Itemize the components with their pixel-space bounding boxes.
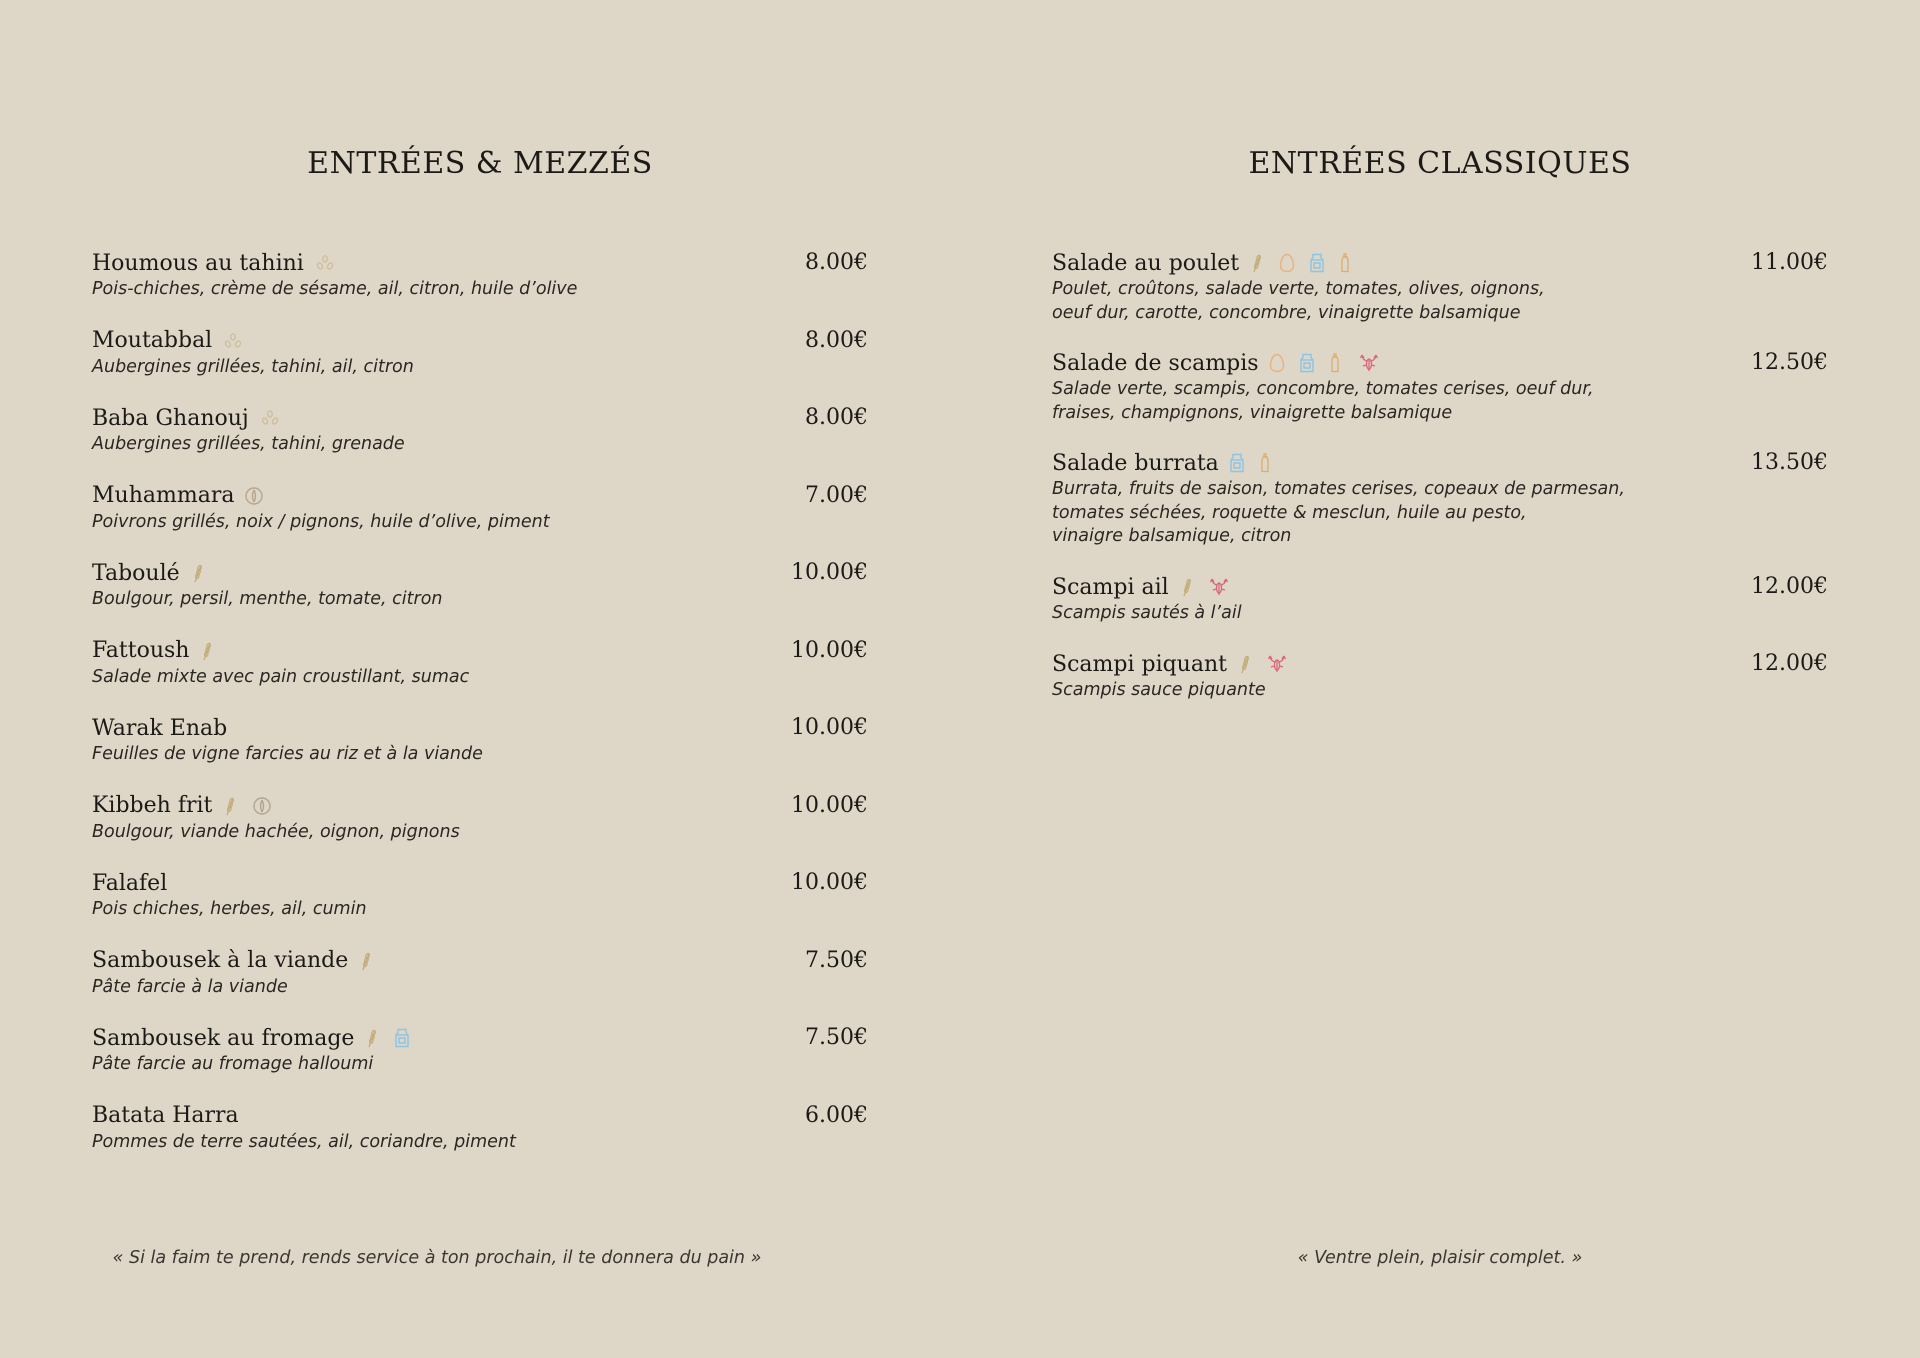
menu-item-description: vinaigre balsamique, citron xyxy=(1052,526,1292,546)
menu-item-name: Falafel xyxy=(92,870,168,896)
menu-item-description: Salade mixte avec pain croustillant, sumac xyxy=(92,666,470,687)
menu-item xyxy=(1052,248,1828,348)
sesame-icon xyxy=(259,408,275,428)
menu-item-name: Muhammara xyxy=(92,483,235,508)
milk-icon xyxy=(1299,353,1315,373)
menu-list-entrees-mezzes xyxy=(92,248,868,1178)
menu-list-entrees-classiques xyxy=(1052,248,1828,726)
menu-item-price: 8.00€ xyxy=(805,405,868,430)
menu-item-price: 10.00€ xyxy=(791,870,868,895)
menu-item-price: 10.00€ xyxy=(791,560,868,585)
menu-item-name: Salade au poulet xyxy=(1052,250,1240,276)
menu-item-header xyxy=(1052,448,1828,478)
menu-item-description: Aubergines grillées, tahini, ail, citron xyxy=(92,356,414,377)
gluten-icon xyxy=(1237,654,1253,674)
menu-item-name: Houmous au tahini xyxy=(92,250,304,276)
menu-item-description: Feuilles de vigne farcies au riz et à la viande xyxy=(92,744,483,764)
menu-item-header xyxy=(1052,248,1828,278)
nut-icon xyxy=(252,796,268,816)
menu-item-description: Burrata, fruits de saison, tomates cerises, copeaux de parmesan, xyxy=(1052,479,1625,499)
mustard-icon xyxy=(1329,353,1345,373)
gluten-icon xyxy=(199,641,215,661)
menu-item-price: 8.00€ xyxy=(805,250,868,275)
shellfish-icon xyxy=(1267,654,1283,674)
menu-item-price: 7.00€ xyxy=(805,482,868,508)
menu-item-price: 7.50€ xyxy=(805,1025,868,1050)
allergen-icons xyxy=(1269,353,1375,373)
menu-item-price: 12.00€ xyxy=(1751,651,1828,676)
allergen-icons xyxy=(1249,253,1355,273)
menu-item-header xyxy=(92,403,868,433)
menu-item xyxy=(92,326,868,404)
nut-icon xyxy=(244,486,260,506)
allergen-icons xyxy=(259,408,275,428)
shellfish-icon xyxy=(1359,353,1375,373)
menu-item-description: Poulet, croûtons, salade verte, tomates, olives, oignons, xyxy=(1052,279,1545,299)
sesame-icon xyxy=(222,331,238,351)
menu-item-name: Batata Harra xyxy=(92,1103,239,1128)
menu-item-name: Moutabbal xyxy=(92,328,213,353)
menu-item xyxy=(92,791,868,869)
footer-quote-left: « Si la faim te prend, rends service à ton prochain, il te donnera du pain » xyxy=(112,1248,762,1268)
allergen-icons xyxy=(199,641,215,661)
allergen-icons xyxy=(314,253,330,273)
menu-item-header xyxy=(92,248,868,278)
menu-item-header xyxy=(92,946,868,976)
menu-item-header xyxy=(1052,649,1828,679)
menu-item-name: Sambousek au fromage xyxy=(92,1025,355,1051)
allergen-icons xyxy=(222,796,268,816)
menu-item xyxy=(92,558,868,636)
allergen-icons xyxy=(1179,577,1225,597)
menu-item-price: 10.00€ xyxy=(791,715,868,740)
milk-icon xyxy=(1309,253,1325,273)
allergen-icons xyxy=(364,1028,410,1048)
left-column xyxy=(92,0,868,1358)
sesame-icon xyxy=(314,253,330,273)
menu-item-name: Sambousek à la viande xyxy=(92,948,349,973)
menu-item-description: Pommes de terre sautées, ail, coriandre, piment xyxy=(92,1131,516,1152)
menu-item-name: Salade de scampis xyxy=(1052,350,1259,376)
menu-item xyxy=(1052,348,1828,448)
menu-item-header xyxy=(92,558,868,588)
menu-item-name: Taboulé xyxy=(92,560,180,586)
menu-item-name: Fattoush xyxy=(92,638,190,663)
allergen-icons xyxy=(222,331,238,351)
allergen-icons xyxy=(1237,654,1283,674)
shellfish-icon xyxy=(1209,577,1225,597)
gluten-icon xyxy=(222,796,238,816)
menu-item-header xyxy=(1052,572,1828,602)
menu-item-price: 8.00€ xyxy=(805,327,868,353)
menu-item-description: Aubergines grillées, tahini, grenade xyxy=(92,434,405,454)
menu-item-price: 7.50€ xyxy=(805,947,868,973)
menu-item xyxy=(1052,448,1828,572)
mustard-icon xyxy=(1259,453,1275,473)
menu-item xyxy=(92,248,868,326)
menu-item-description: Scampis sautés à l’ail xyxy=(1052,603,1242,623)
gluten-icon xyxy=(364,1028,380,1048)
menu-item-price: 12.50€ xyxy=(1751,350,1828,375)
mustard-icon xyxy=(1339,253,1355,273)
menu-item-price: 6.00€ xyxy=(805,1102,868,1128)
menu-item-description: Pâte farcie au fromage halloumi xyxy=(92,1054,374,1074)
menu-item-header xyxy=(92,1023,868,1053)
gluten-icon xyxy=(358,951,374,971)
menu-item xyxy=(92,403,868,481)
menu-item-description: oeuf dur, carotte, concombre, vinaigrette balsamique xyxy=(1052,302,1521,323)
menu-item-description: Boulgour, viande hachée, oignon, pignons xyxy=(92,821,460,842)
menu-item xyxy=(92,1101,868,1179)
menu-item xyxy=(92,636,868,714)
menu-item xyxy=(1052,649,1828,726)
menu-item-header xyxy=(92,636,868,666)
menu-item-header xyxy=(92,481,868,511)
menu-item-price: 10.00€ xyxy=(791,637,868,663)
menu-item xyxy=(92,713,868,791)
menu-item-header xyxy=(92,868,868,898)
milk-icon xyxy=(394,1028,410,1048)
footer-quote-right: « Ventre plein, plaisir complet. » xyxy=(1297,1248,1583,1268)
menu-item xyxy=(92,946,868,1024)
menu-item-header xyxy=(92,326,868,356)
egg-icon xyxy=(1269,353,1285,373)
menu-item-name: Warak Enab xyxy=(92,715,228,741)
allergen-icons xyxy=(190,563,206,583)
allergen-icons xyxy=(358,951,374,971)
menu-item xyxy=(1052,572,1828,649)
gluten-icon xyxy=(1249,253,1265,273)
menu-item-description: Boulgour, persil, menthe, tomate, citron xyxy=(92,589,443,609)
menu-item-name: Salade burrata xyxy=(1052,450,1219,476)
egg-icon xyxy=(1279,253,1295,273)
menu-item xyxy=(92,481,868,559)
menu-item-header xyxy=(92,713,868,743)
gluten-icon xyxy=(190,563,206,583)
menu-item xyxy=(92,1023,868,1101)
menu-item-header xyxy=(92,1101,868,1131)
menu-item-name: Kibbeh frit xyxy=(92,793,213,818)
right-column xyxy=(1052,0,1828,1358)
menu-item xyxy=(92,868,868,946)
section-title-entrees-classiques: ENTRÉES CLASSIQUES xyxy=(1248,146,1632,181)
allergen-icons xyxy=(244,486,260,506)
menu-item-description: tomates séchées, roquette & mesclun, huile au pesto, xyxy=(1052,502,1527,523)
menu-item-description: Poivrons grillés, noix / pignons, huile d’olive, piment xyxy=(92,511,550,532)
menu-item-description: Salade verte, scampis, concombre, tomates cerises, oeuf dur, xyxy=(1052,379,1594,399)
menu-item-header xyxy=(1052,348,1828,378)
menu-item-description: Pois chiches, herbes, ail, cumin xyxy=(92,899,367,919)
menu-item-description: Scampis sauce piquante xyxy=(1052,680,1266,700)
milk-icon xyxy=(1229,453,1245,473)
menu-item-name: Baba Ghanouj xyxy=(92,405,249,431)
menu-item-description: Pâte farcie à la viande xyxy=(92,976,288,997)
menu-item-description: fraises, champignons, vinaigrette balsamique xyxy=(1052,402,1453,423)
menu-item-name: Scampi piquant xyxy=(1052,651,1227,677)
gluten-icon xyxy=(1179,577,1195,597)
menu-item-price: 10.00€ xyxy=(791,792,868,818)
menu-item-name: Scampi ail xyxy=(1052,574,1169,600)
section-title-entrees-mezzes: ENTRÉES & MEZZÉS xyxy=(307,146,653,181)
menu-item-price: 12.00€ xyxy=(1751,574,1828,599)
menu-item-price: 13.50€ xyxy=(1751,450,1828,475)
menu-item-price: 11.00€ xyxy=(1751,250,1828,275)
allergen-icons xyxy=(1229,453,1275,473)
menu-item-header xyxy=(92,791,868,821)
menu-item-description: Pois-chiches, crème de sésame, ail, citron, huile d’olive xyxy=(92,279,578,299)
